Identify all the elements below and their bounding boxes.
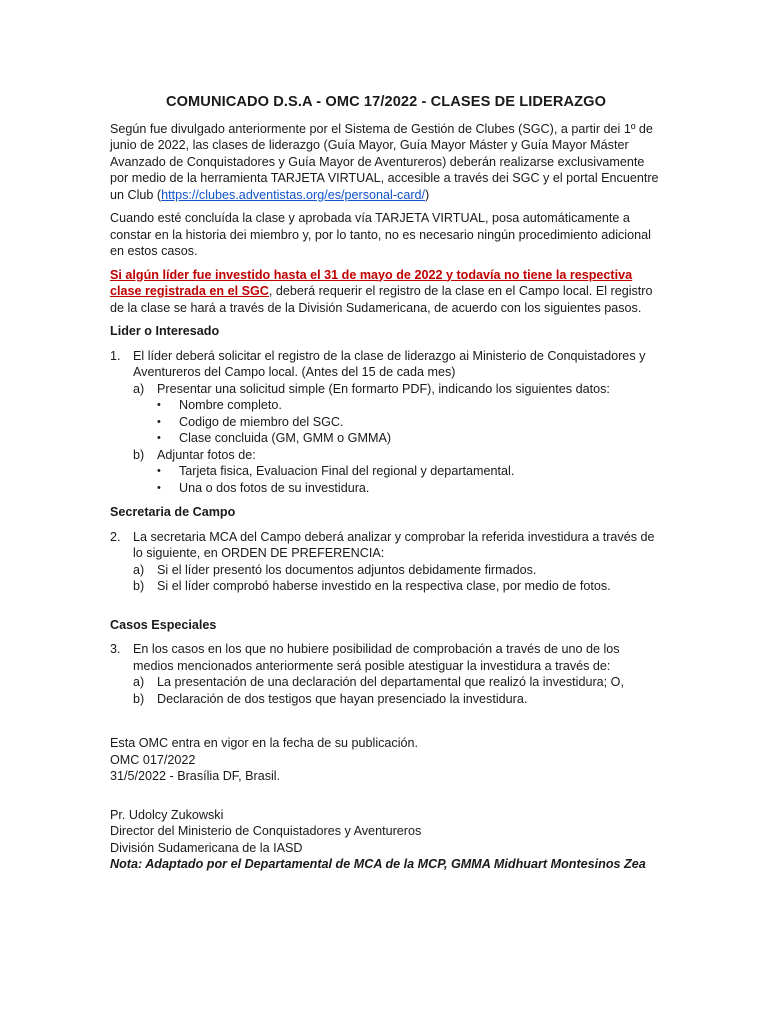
sub-item-text: Declaración de dos testigos que hayan presenciado la investidura. [157,691,528,706]
intro-paragraph [110,121,660,204]
sub-item-2b [133,578,660,595]
effective-line: Esta OMC entra en vigor en la fecha de su publicación. [110,736,419,750]
section-heading-special-cases: Casos Especiales [110,617,217,632]
sub-item-label: a) [133,675,145,689]
sub-item-text: La presentación de una declaración del departamental que realizó la investidura; O, [157,675,624,689]
bullet-item [157,414,660,431]
bullet-item [157,463,660,480]
list-item-3 [110,641,660,674]
bullet-text: Tarjeta fisica, Evaluacion Final del regional y departamental. [179,464,515,478]
bullet-item [157,397,660,414]
signer-organization: División Sudamericana de la IASD [110,840,303,855]
bullet-glyph: • [157,481,161,494]
sub-item-3b [133,691,660,708]
sub-item-3a [133,674,660,691]
bullet-glyph: • [157,399,161,411]
bullet-text: Clase concluida (GM, GMM o GMMA) [179,431,392,445]
virtual-card-paragraph: Cuando esté concluída la clase y aprobada vía TARJETA VIRTUAL, posa automáticamente a constar en la historia dei miembro y, por lo tanto, no es necesario ningún procedimiento adicional en estos casos. [110,211,651,258]
sub-item-text: Adjuntar fotos de: [157,447,256,462]
document-title: COMUNICADO D.S.A - OMC 17/2022 - CLASES DE LIDERAZGO [165,94,607,110]
item-number: 2. [110,529,121,544]
bullet-glyph: • [157,432,161,444]
bullet-glyph: • [157,465,161,477]
effective-date-block [110,735,660,785]
section-heading-leader: Lider o Interesado [110,324,220,338]
item-text: La secretaria MCA del Campo deberá analizar y comprobar la referida investidura a través de lo siguiente, en ORDEN DE PREFERENCIA: [133,529,655,560]
list-item-2 [110,529,660,562]
adaptation-note: Nota: Adaptado por el Departamental de MCA de la MCP, GMMA Midhuart Montesinos Zea [110,857,646,871]
section-heading-secretary: Secretaria de Campo [110,505,236,519]
date-location: 31/5/2022 - Brasília DF, Brasil. [110,769,281,783]
signer-role: Director del Ministerio de Conquistadores y Aventureros [110,824,422,838]
sub-item-text: Presentar una solicitud simple (En formarto PDF), indicando los siguientes datos: [157,381,610,396]
sub-item-label: a) [133,381,145,396]
signature-block [110,807,660,873]
bullet-text: Una o dos fotos de su investidura. [179,480,370,495]
registration-text: , deberá requerir el registro de la clase en el Campo local. El registro de la clase se hará a través de la División Sudamericana, de acuerdo con los siguientes pasos. [110,284,653,315]
item-number: 3. [110,642,121,656]
registration-paragraph [110,267,660,317]
intro-text: Según fue divulgado anteriormente por el Sistema de Gestión de Clubes (SGC), a partir dei 1º de junio de 2022, las clases de liderazgo (Guía Mayor, Guía Mayor Máster y Guía Mayor Máster Avanzado de Conquistadores y Guía Mayor de Aventureros) deberán realizarse exclusivamente por medio de la herramienta TARJETA VIRTUAL, accesible a través dei SGC y el portal Encuentre un Club ( [110,121,659,202]
bullet-item [157,430,660,447]
personal-card-link[interactable]: https://clubes.adventistas.org/es/personal-card/ [161,187,426,202]
intro-tail: ) [425,187,430,202]
omc-number: OMC 017/2022 [110,752,196,767]
sub-item-text: Si el líder presentó los documentos adjuntos debidamente firmados. [157,562,537,577]
item-text: En los casos en los que no hubiere posibilidad de comprobación a través de uno de los medios mencionados anteriormente será posible atestiguar la investidura a través de: [133,642,620,673]
bullet-item [157,480,660,497]
list-item-1 [110,348,660,381]
bullet-text: Nombre completo. [179,398,282,412]
item-text: El líder deberá solicitar el registro de la clase de liderazgo ai Ministerio de Conquistadores y Aventureros del Campo local. (Antes del 15 de cada mes) [133,348,646,379]
sub-item-label: b) [133,691,145,706]
sub-item-1a [133,381,660,398]
bullet-glyph: • [157,415,161,428]
sub-item-text: Si el líder comprobó haberse investido en la respectiva clase, por medio de fotos. [157,579,611,593]
item-number: 1. [110,348,121,363]
sub-item-label: b) [133,447,145,462]
highlighted-warning: Si algún líder fue investido hasta el 31 de mayo de 2022 y todavía no tiene la respectiva clase registrada en el SGC [110,267,633,298]
document-body [110,94,660,873]
sub-item-label: a) [133,562,145,577]
sub-item-2a [133,562,660,579]
sub-item-1b [133,447,660,464]
bullet-text: Codigo de miembro del SGC. [179,414,344,429]
sub-item-label: b) [133,579,145,593]
signer-name: Pr. Udolcy Zukowski [110,807,224,822]
